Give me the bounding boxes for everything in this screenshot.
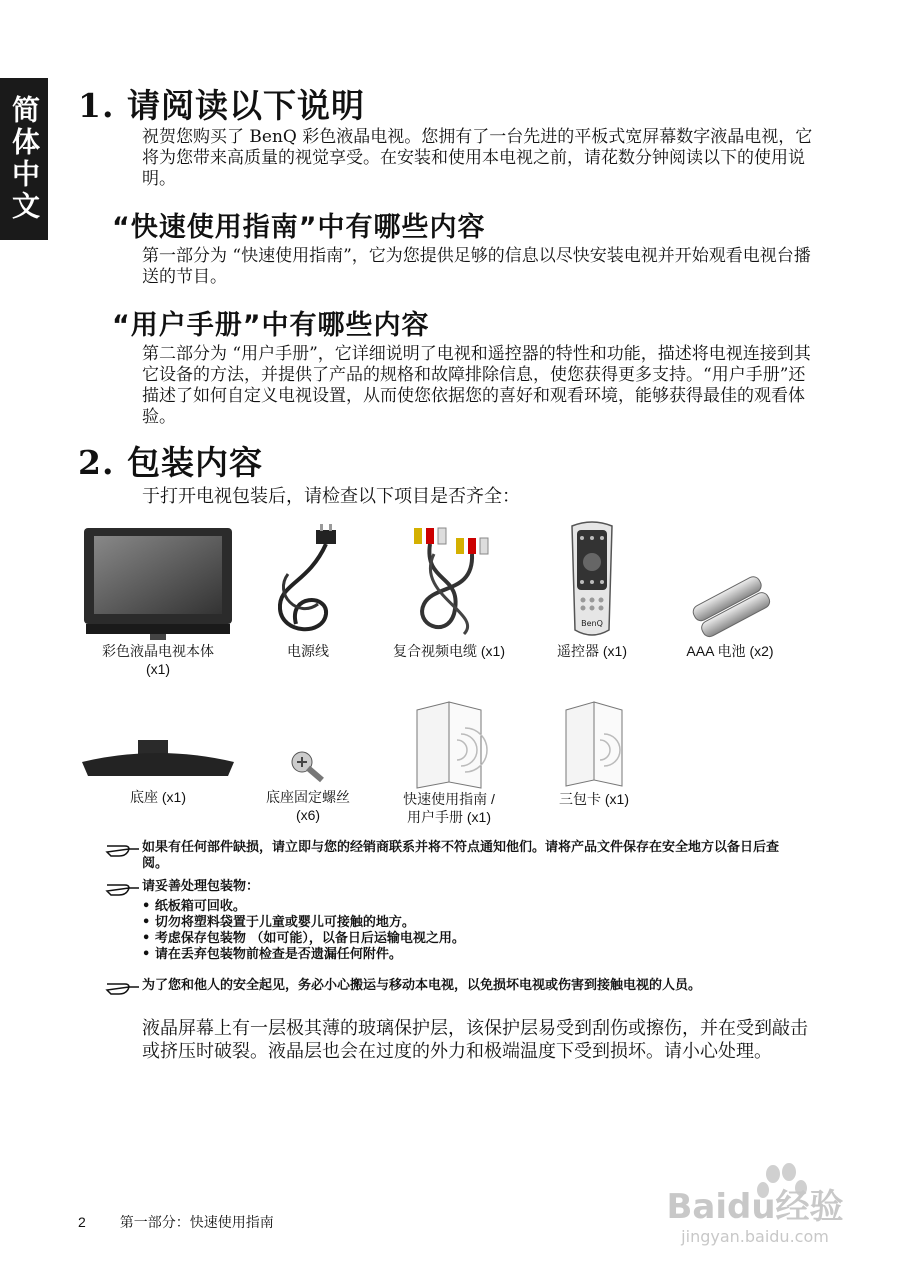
- watermark-brand: Baidu经验: [666, 1187, 844, 1227]
- item-tv: 彩色液晶电视本体 (x1): [78, 524, 238, 678]
- item-battery: AAA 电池 (x2): [666, 524, 794, 660]
- remote-icon: [567, 520, 617, 642]
- pointing-hand-icon: [104, 840, 142, 858]
- list-item: • 请在丢弃包装物前检查是否遗漏任何附件。: [142, 947, 465, 963]
- pointing-hand-icon: [104, 978, 142, 996]
- section-2-intro: 于打开电视包装后，请检查以下项目是否齐全：: [142, 486, 520, 507]
- list-item: • 考虑保存包装物 （如可能），以备日后运输电视之用。: [142, 931, 465, 947]
- item-screw: 底座固定螺丝 (x6): [252, 748, 364, 824]
- note-packaging: 请妥善处理包装物：: [104, 879, 804, 897]
- item-manual: 快速使用指南 / 用户手册 (x1): [382, 700, 516, 826]
- packaging-bullet-list: [142, 899, 465, 963]
- lcd-warning-text: 液晶屏幕上有一层极其薄的玻璃保护层，该保护层易受到刮伤或擦伤，并在受到敲击或挤压时破裂。液晶层也会在过度的外力和极端温度下受到损坏。请小心处理。: [142, 1018, 808, 1062]
- battery-icon: [685, 524, 775, 642]
- remote-brand-label: BenQ: [581, 619, 603, 628]
- section-1-intro: 祝贺您购买了 BenQ 彩色液晶电视。您拥有了一台先进的平板式宽屏幕数字液晶电视，它将为您带来高质量的视觉享受。在安装和使用本电视之前，请花数分钟阅读以下的使用说明。: [142, 127, 813, 189]
- user-manual-heading: “用户手册”中有哪些内容: [112, 310, 430, 341]
- item-warranty-card: 三包卡 (x1): [540, 700, 648, 808]
- item-power-cord: 电源线: [258, 524, 358, 660]
- page-number: 2: [78, 1214, 86, 1230]
- section-2-title: 2. 包装内容: [78, 443, 263, 482]
- item-stand: 底座 (x1): [78, 730, 238, 806]
- quick-guide-body: 第一部分为 “快速使用指南”，它为您提供足够的信息以尽快安装电视并开始观看电视台播送的节目。: [142, 246, 811, 287]
- av-cable-icon: [394, 524, 504, 642]
- manual-icon: [409, 700, 489, 790]
- list-item: • 切勿将塑料袋置于儿童或婴儿可接触的地方。: [142, 915, 465, 931]
- screw-icon: [288, 748, 328, 788]
- power-cord-icon: [268, 524, 348, 642]
- item-remote: BenQ 遥控器 (x1): [540, 520, 644, 660]
- pointing-hand-icon: [104, 879, 142, 897]
- language-side-tab: 简体中文: [0, 78, 48, 240]
- page-footer: [78, 1212, 274, 1232]
- card-icon: [554, 700, 634, 790]
- tv-icon: [80, 524, 236, 642]
- watermark-url: jingyan.baidu.com: [681, 1227, 829, 1246]
- list-item: • 纸板箱可回收。: [142, 899, 465, 915]
- note-safety: 为了您和他人的安全起见，务必小心搬运与移动本电视，以免损坏电视或伤害到接触电视的人员。: [104, 978, 804, 996]
- stand-icon: [78, 730, 238, 788]
- quick-guide-heading: “快速使用指南”中有哪些内容: [112, 212, 486, 243]
- item-av-cable: 复合视频电缆 (x1): [378, 524, 520, 660]
- user-manual-body: 第二部分为 “用户手册”，它详细说明了电视和遥控器的特性和功能，描述将电视连接到其它设备的方法，并提供了产品的规格和故障排除信息，使您获得更多支持。“用户手册”还描述了如何自定义电视设置，从而使您依据您的喜好和观看环境，能够获得最佳的观看体验。: [142, 344, 811, 427]
- note-missing-parts: 如果有任何部件缺损，请立即与您的经销商联系并将不符点通知他们。请将产品文件保存在安全地方以备日后查阅。: [104, 840, 804, 872]
- footer-label: 第一部分：快速使用指南: [119, 1214, 274, 1230]
- section-1-title: 1. 请阅读以下说明: [78, 86, 365, 125]
- baidu-watermark-logo: [655, 1160, 855, 1250]
